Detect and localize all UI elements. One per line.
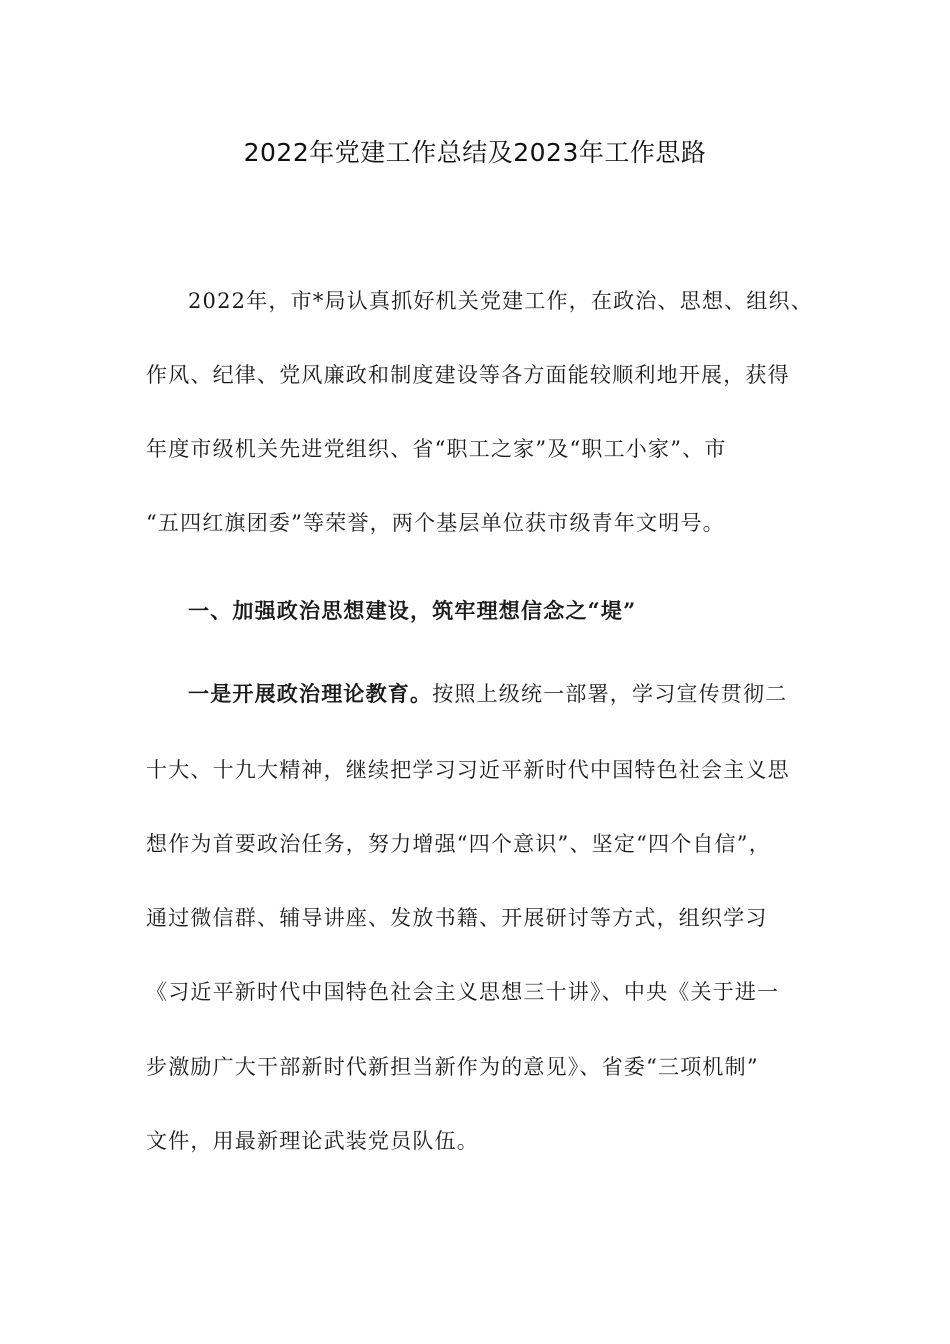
document-title: 2022年党建工作总结及2023年工作思路 <box>243 138 707 167</box>
intro-line-3: 年度市级机关先进党组织、省“职工之家”及“职工小家”、市 <box>146 437 727 461</box>
para1-line-1 <box>188 679 787 709</box>
para1-lead: 一是开展政治理论教育。 <box>188 681 433 706</box>
para1-line-6: 步激励广大干部新时代新担当新作为的意见》、省委“三项机制” <box>146 1055 759 1079</box>
para1-line-2: 十大、十九大精神，继续把学习习近平新时代中国特色社会主义思 <box>146 758 790 782</box>
intro-line-2: 作风、纪律、党风廉政和制度建设等各方面能较顺利地开展，获得 <box>146 363 790 387</box>
para1-first-rest: 按照上级统一部署，学习宣传贯彻二 <box>432 682 788 706</box>
section-1-heading: 一、加强政治思想建设，筑牢理想信念之“堤” <box>188 598 637 623</box>
intro-line-4: “五四红旗团委”等荣誉，两个基层单位获市级青年文明号。 <box>146 511 725 535</box>
para1-line-3: 想作为首要政治任务，努力增强“四个意识”、坚定“四个自信”， <box>146 832 771 856</box>
para1-line-4: 通过微信群、辅导讲座、发放书籍、开展研讨等方式，组织学习 <box>146 906 768 930</box>
para1-line-7: 文件，用最新理论武装党员队伍。 <box>146 1129 479 1153</box>
intro-line-1: 2022年，市*局认真抓好机关党建工作，在政治、思想、组织、 <box>188 289 813 313</box>
para1-line-5: 《习近平新时代中国特色社会主义思想三十讲》、中央《关于进一 <box>146 980 780 1004</box>
